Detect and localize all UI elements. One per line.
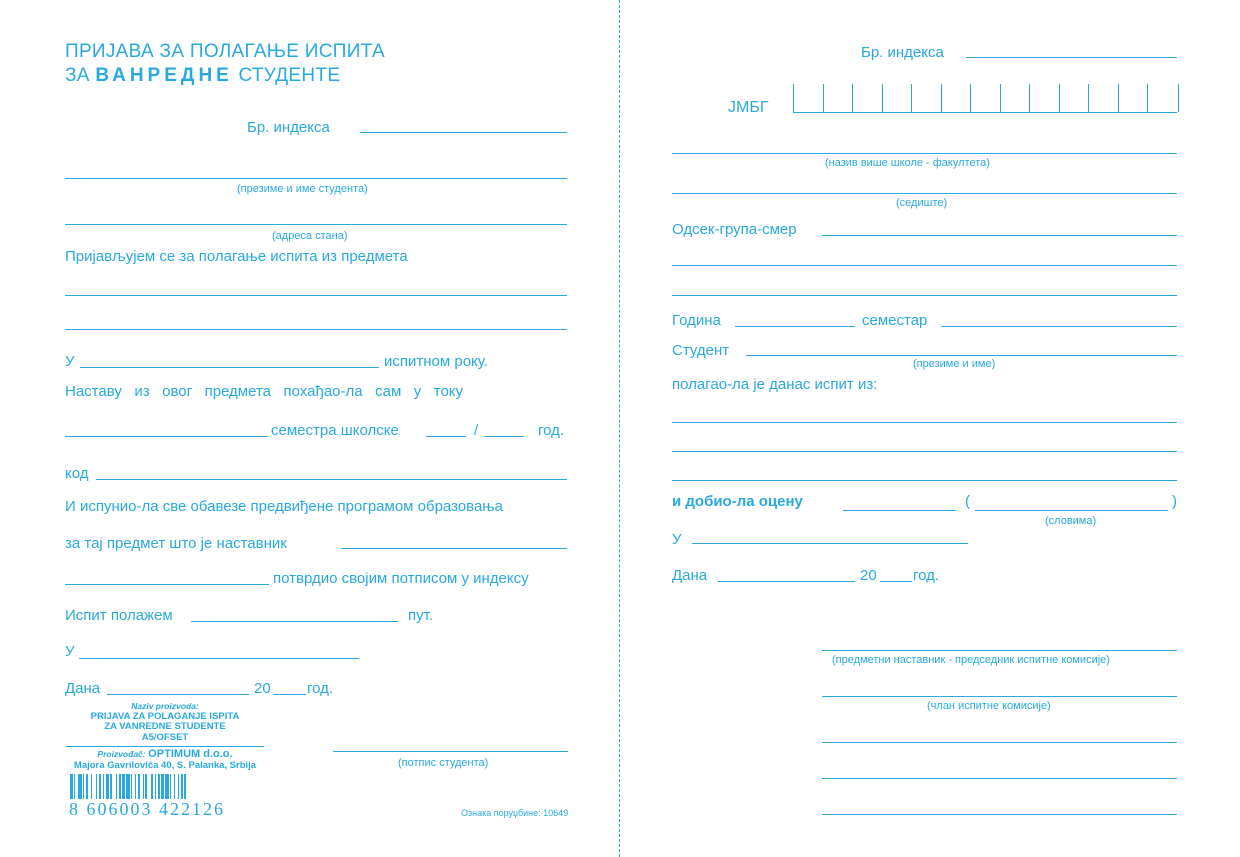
date-field[interactable] xyxy=(107,694,249,695)
jmbg-cell[interactable] xyxy=(1118,84,1149,112)
title-line-2 xyxy=(65,64,385,88)
department-field-3[interactable] xyxy=(672,295,1177,296)
subject-field-1[interactable] xyxy=(65,295,567,296)
product-label: Naziv proizvoda: xyxy=(131,701,199,711)
semester-field[interactable] xyxy=(65,436,268,437)
right-date-label: Дана xyxy=(672,567,708,584)
year-label: Година xyxy=(672,312,721,329)
jmbg-cell[interactable] xyxy=(1029,84,1060,112)
order-mark: Ознака поруџбине: 10649 xyxy=(461,808,569,818)
right-year-field[interactable] xyxy=(880,581,912,582)
jmbg-cell[interactable] xyxy=(911,84,942,112)
caption-member: (члан испитне комисије) xyxy=(927,700,1051,712)
teacher-signature-field[interactable] xyxy=(65,584,269,585)
year-abbr: год. xyxy=(538,422,565,439)
confirmed-text: потврдио својим потписом у индексу xyxy=(273,570,529,587)
subject-field-2[interactable] xyxy=(65,329,567,330)
caption-student-name: (презиме и име студента) xyxy=(237,183,368,195)
index-label: Бр. индекса xyxy=(247,119,330,136)
jmbg-cell[interactable] xyxy=(823,84,854,112)
term-field[interactable] xyxy=(80,367,379,368)
jmbg-cell[interactable] xyxy=(1147,84,1179,112)
right-date-field[interactable] xyxy=(718,581,855,582)
attended-text: Наставу из овог предмета похађао-ла сам у току xyxy=(65,383,464,400)
signature-field[interactable] xyxy=(333,751,568,752)
paren-close: ) xyxy=(1172,493,1177,510)
title-bold-word: ВАНРЕДНЕ xyxy=(95,65,233,86)
caption-seat: (седиште) xyxy=(896,197,948,209)
place-field[interactable] xyxy=(79,658,359,659)
exam-subject-field-2[interactable] xyxy=(672,451,1177,452)
study-year-field[interactable] xyxy=(735,326,855,327)
caption-teacher: (предметни наставник - председник испитне комисије) xyxy=(832,654,1110,666)
code-label: код xyxy=(65,465,89,482)
date-label: Дана xyxy=(65,680,101,697)
year-abbr-2: год. xyxy=(307,680,334,697)
address-field[interactable] xyxy=(65,224,567,225)
producer-label: Proizvođač: xyxy=(97,749,146,759)
year-field[interactable] xyxy=(273,694,306,695)
member-sign-field-3[interactable] xyxy=(822,778,1177,779)
right-place-field[interactable] xyxy=(692,543,968,544)
producer-address: Majora Gavrilovića 40, S. Palanka, Srbija xyxy=(73,759,257,771)
school-field[interactable] xyxy=(672,153,1177,154)
member-sign-field-2[interactable] xyxy=(822,742,1177,743)
right-century: 20 xyxy=(860,567,877,584)
caption-address: (адреса стана) xyxy=(272,230,348,242)
caption-words: (словима) xyxy=(1045,515,1097,527)
right-index-label: Бр. индекса xyxy=(861,44,944,61)
department-field-2[interactable] xyxy=(672,265,1177,266)
seat-field[interactable] xyxy=(672,193,1177,194)
index-field[interactable] xyxy=(360,132,567,133)
jmbg-label: ЈМБГ xyxy=(728,99,769,116)
took-exam-text: полагао-ла је данас испит из: xyxy=(672,376,878,393)
exam-subject-field-1[interactable] xyxy=(672,422,1177,423)
producer-block xyxy=(66,749,264,771)
form-title xyxy=(65,40,385,88)
caption-student: (презиме и име) xyxy=(913,358,996,370)
caption-school: (назив више школе - факултета) xyxy=(825,157,990,169)
semester-field[interactable] xyxy=(941,326,1177,327)
maker-block xyxy=(66,701,264,743)
title-line-1: ПРИЈАВА ЗА ПОЛАГАЊЕ ИСПИТА xyxy=(65,41,385,62)
producer-name: OPTIMUM d.o.o. xyxy=(148,748,233,760)
code-field[interactable] xyxy=(96,479,567,480)
school-year-from-field[interactable] xyxy=(426,436,466,437)
member-sign-field-4[interactable] xyxy=(822,814,1177,815)
title-prefix: ЗА xyxy=(65,65,90,86)
right-index-field[interactable] xyxy=(966,57,1177,58)
apply-text: Пријављујем се за полагање испита из предмета xyxy=(65,248,408,265)
exam-subject-field-3[interactable] xyxy=(672,480,1177,481)
jmbg-cell[interactable] xyxy=(1088,84,1119,112)
student-label: Студент xyxy=(672,342,730,359)
slash: / xyxy=(474,422,479,439)
title-suffix: СТУДЕНТЕ xyxy=(238,65,341,86)
jmbg-cell[interactable] xyxy=(793,84,824,112)
grade-words-field[interactable] xyxy=(975,510,1168,511)
caption-signature: (потпис студента) xyxy=(398,757,489,769)
teacher-sign-field[interactable] xyxy=(822,650,1177,651)
right-u-label: У xyxy=(672,531,682,548)
semester-school-text: семестра школске xyxy=(271,422,399,439)
jmbg-cell[interactable] xyxy=(882,84,913,112)
student-field[interactable] xyxy=(746,355,1177,356)
jmbg-cell[interactable] xyxy=(970,84,1001,112)
maker-divider xyxy=(66,746,264,747)
jmbg-field[interactable] xyxy=(793,84,1177,113)
times-text: пут. xyxy=(408,607,433,624)
u-label-2: У xyxy=(65,643,75,660)
right-year-abbr: год. xyxy=(913,567,940,584)
teacher-text: за тај предмет што је наставник xyxy=(65,535,287,552)
fold-line xyxy=(619,0,620,857)
jmbg-cell[interactable] xyxy=(1059,84,1090,112)
jmbg-cell[interactable] xyxy=(941,84,972,112)
exam-term-text: испитном року. xyxy=(384,353,488,370)
product-name-1: PRIJAVA ZA POLAGANJE ISPITA xyxy=(90,710,240,722)
jmbg-cell[interactable] xyxy=(852,84,883,112)
attempt-field[interactable] xyxy=(191,621,398,622)
department-field[interactable] xyxy=(822,235,1177,236)
grade-label: и добио-ла оцену xyxy=(672,493,803,510)
jmbg-cell[interactable] xyxy=(1000,84,1031,112)
fulfilled-text: И испунио-ла све обавезе предвиђене програмом образовања xyxy=(65,498,503,515)
product-name-3: A5/OFSET xyxy=(141,731,189,743)
century: 20 xyxy=(254,680,271,697)
barcode-digits: 8 606003 422126 xyxy=(69,799,225,819)
member-sign-field[interactable] xyxy=(822,696,1177,697)
grade-number-field[interactable] xyxy=(843,510,956,511)
paren-open: ( xyxy=(965,493,970,510)
semester-label: семестар xyxy=(862,312,928,329)
u-label: У xyxy=(65,353,75,370)
teacher-field[interactable] xyxy=(341,548,567,549)
school-year-to-field[interactable] xyxy=(484,436,524,437)
student-name-field[interactable] xyxy=(65,178,567,179)
department-label: Одсек-група-смер xyxy=(672,221,797,238)
product-name-2: ZA VANREDNE STUDENTE xyxy=(104,721,226,732)
exam-take-label: Испит полажем xyxy=(65,607,173,624)
